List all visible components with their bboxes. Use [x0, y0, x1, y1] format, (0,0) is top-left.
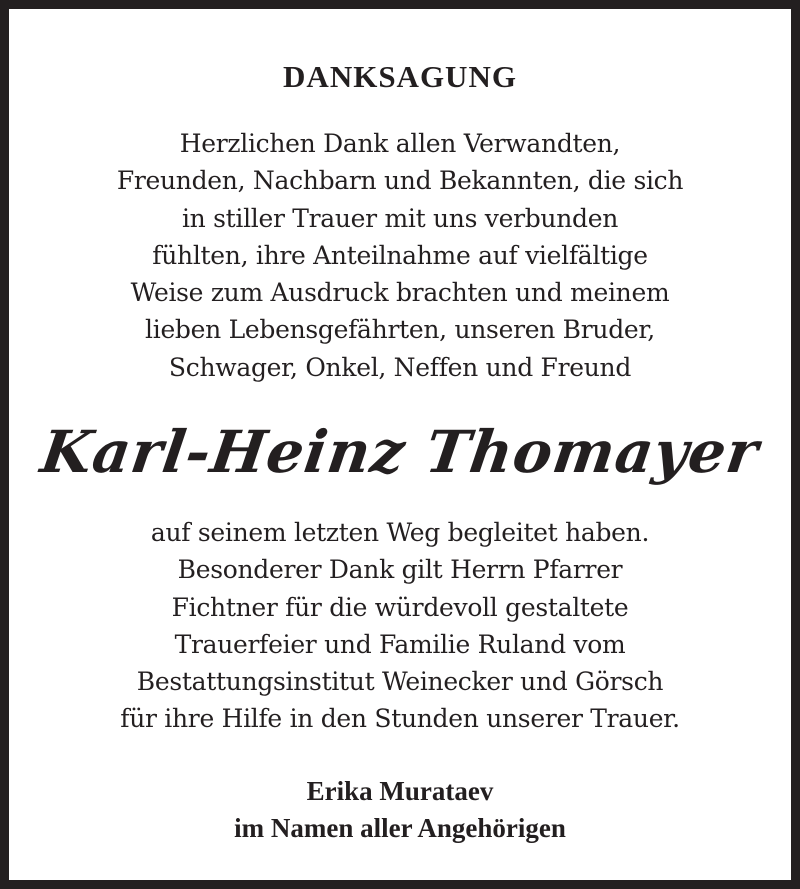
intro-line: fühlten, ihre Anteilnahme auf vielfältige: [152, 240, 648, 270]
closing-line: für ihre Hilfe in den Stunden unserer Trauer.: [120, 704, 680, 734]
deceased-name: Karl-Heinz Thomayer: [36, 418, 764, 486]
intro-line: Freunden, Nachbarn und Bekannten, die sich: [116, 166, 684, 196]
closing-line: Bestattungsinstitut Weinecker und Görsch: [136, 667, 664, 697]
closing-paragraph: [18, 514, 782, 738]
signature-subtitle: im Namen aller Angehörigen: [234, 813, 566, 843]
closing-line: Besonderer Dank gilt Herrn Pfarrer: [177, 555, 623, 585]
signature-name: Erika Murataev: [306, 776, 494, 806]
closing-line: Trauerfeier und Familie Ruland vom: [174, 629, 626, 659]
closing-line: auf seinem letzten Weg begleitet haben.: [150, 518, 650, 547]
closing-line: Fichtner für die würdevoll gestaltete: [171, 592, 629, 622]
intro-line: Weise zum Ausdruck brachten und meinem: [130, 278, 670, 308]
intro-line: Herzlichen Dank allen Verwandten,: [179, 129, 621, 158]
intro-line: Schwager, Onkel, Neffen und Freund: [168, 352, 632, 382]
notice-heading: DANKSAGUNG: [283, 59, 517, 94]
signature-block: [18, 773, 782, 847]
intro-line: in stiller Trauer mit uns verbunden: [181, 203, 619, 233]
intro-line: lieben Lebensgefährten, unseren Bruder,: [145, 315, 655, 345]
intro-paragraph: [18, 125, 782, 386]
